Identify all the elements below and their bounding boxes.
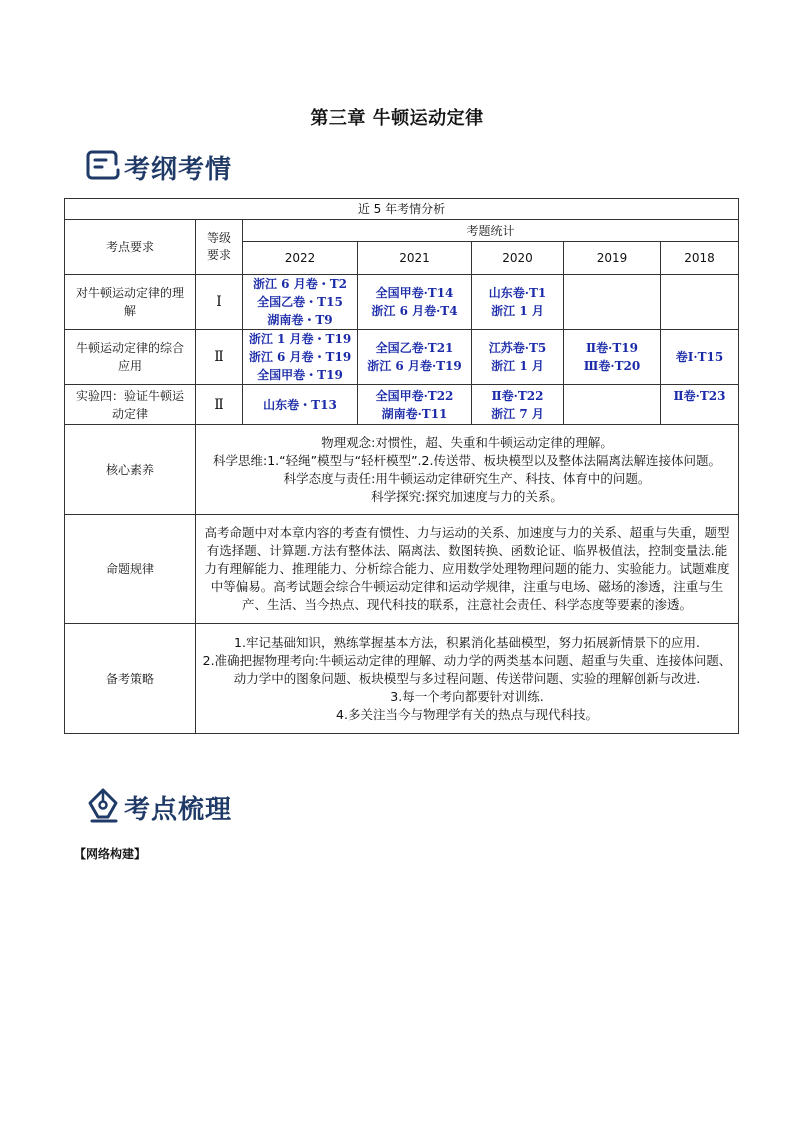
exam-cell: 全国乙卷·T21 浙江 6 月卷·T19 — [358, 330, 472, 385]
section-title: 考点梳理 — [124, 794, 233, 825]
exam-cell: Ⅱ卷·T23 — [661, 385, 739, 425]
exam-cell: Ⅱ卷·T22 浙江 7 月 — [472, 385, 564, 425]
section-key-points-header — [86, 787, 232, 827]
level-cell: Ⅱ — [196, 330, 243, 385]
year-header: 2021 — [358, 242, 472, 275]
level-cell: Ⅱ — [196, 385, 243, 425]
table-caption: 近 5 年考情分析 — [65, 199, 739, 220]
table-row — [65, 515, 739, 624]
year-header: 2022 — [243, 242, 358, 275]
rule-label: 命题规律 — [65, 515, 196, 624]
rule-content: 高考命题中对本章内容的考查有惯性、力与运动的关系、加速度与力的关系、超重与失重，题型有选择题、计算题.方法有整体法、隔离法、数图转换、函数论证、临界极值法，控制变量法.能力有理解能力、推理能力、分析综合能力、应用数学处理物理问题的能力、实验能力。试题难度中等偏易。高考试题会综合牛顿运动定律和运动学规律，注重与电场、磁场的渗透，注重与生产、生活、当今热点、现代科技的联系，注意社会责任、科学态度等要素的渗透。 — [196, 515, 739, 624]
strategy-content: 1.牢记基础知识，熟练掌握基本方法，积累消化基础模型，努力拓展新情景下的应用. 2.准确把握物理考向:牛顿运动定律的理解、动力学的两类基本问题、超重与失重、连接体问题、动力学中的图象问题、板块模型与多过程问题、传送带问题、实验的理解创新与改进. 3.每一个考向都要针对训练. 4.多关注当今与物理学有关的热点与现代科技。 — [196, 624, 739, 734]
exam-analysis-table — [64, 198, 739, 734]
topic-cell: 实验四：验证牛顿运动定律 — [65, 385, 196, 425]
year-header: 2019 — [564, 242, 661, 275]
header-requirement: 考点要求 — [65, 220, 196, 275]
exam-cell — [564, 275, 661, 330]
table-row — [65, 624, 739, 734]
topic-cell: 牛顿运动定律的综合应用 — [65, 330, 196, 385]
exam-cell: 山东卷·T1 浙江 1 月 — [472, 275, 564, 330]
exam-cell — [564, 385, 661, 425]
chapter-title: 第三章 牛顿运动定律 — [310, 108, 484, 129]
network-label: 【网络构建】 — [74, 847, 147, 861]
exam-cell: 浙江 1 月卷・T19 浙江 6 月卷・T19 全国甲卷・T19 — [243, 330, 358, 385]
exam-cell: 全国甲卷·T22 湖南卷·T11 — [358, 385, 472, 425]
section-title: 考纲考情 — [124, 154, 233, 185]
exam-cell — [661, 275, 739, 330]
table-row — [65, 330, 739, 385]
topic-cell: 对牛顿运动定律的理解 — [65, 275, 196, 330]
table-row — [65, 425, 739, 515]
table-row — [65, 275, 739, 330]
exam-cell: 江苏卷·T5 浙江 1 月 — [472, 330, 564, 385]
exam-cell: 全国甲卷·T14 浙江 6 月卷·T4 — [358, 275, 472, 330]
table-row — [65, 385, 739, 425]
pen-nib-icon — [86, 787, 120, 827]
exam-cell: Ⅱ卷·T19 Ⅲ卷·T20 — [564, 330, 661, 385]
core-label: 核心素养 — [65, 425, 196, 515]
year-header: 2020 — [472, 242, 564, 275]
strategy-label: 备考策略 — [65, 624, 196, 734]
header-level: 等级要求 — [196, 220, 243, 275]
section-exam-outline-header — [86, 148, 232, 186]
notebook-icon — [86, 148, 120, 186]
core-content: 物理观念:对惯性，超、失重和牛顿运动定律的理解。 科学思维:1.“轻绳”模型与“轻杆模型”.2.传送带、板块模型以及整体法隔离法解连接体问题。 科学态度与责任:用牛顿运动定律研究生产、科技、体育中的问题。 科学探究:探究加速度与力的关系。 — [196, 425, 739, 515]
exam-cell: 浙江 6 月卷・T2 全国乙卷・T15 湖南卷・T9 — [243, 275, 358, 330]
exam-cell: 卷Ⅰ·T15 — [661, 330, 739, 385]
header-stats: 考题统计 — [243, 220, 739, 242]
exam-cell: 山东卷・T13 — [243, 385, 358, 425]
level-cell: Ⅰ — [196, 275, 243, 330]
year-header: 2018 — [661, 242, 739, 275]
